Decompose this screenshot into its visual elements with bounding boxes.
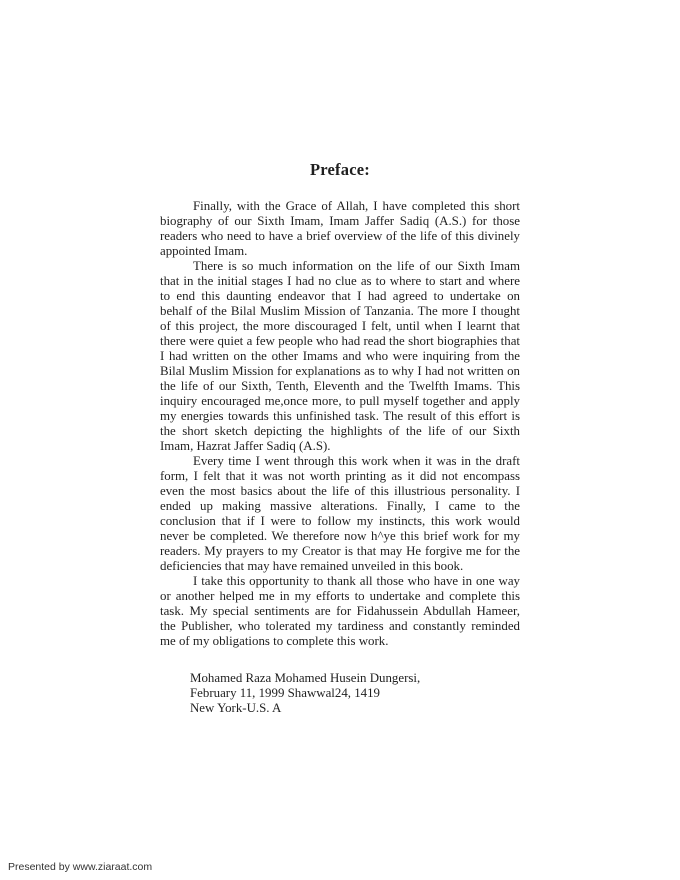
signature-line-author: Mohamed Raza Mohamed Husein Dungersi, [190, 671, 421, 685]
preface-paragraph: Finally, with the Grace of Allah, I have completed this short biography of our Sixth Imam, Imam Jaffer Sadiq (A.S.) for those readers who need to have a brief overview of the life of this divinely appointed Imam. [160, 199, 520, 258]
page-title: Preface: [310, 160, 370, 179]
preface-paragraph: I take this opportunity to thank all those who have in one way or another helped me in my efforts to undertake and complete this task. My special sentiments are for Fidahussein Abdullah Hameer, the Publisher, who tolerated my tardiness and constantly reminded me of my obligations to complete this work. [160, 574, 520, 648]
signature-line-date: February 11, 1999 Shawwal24, 1419 [190, 686, 380, 700]
preface-paragraph: There is so much information on the life of our Sixth Imam that in the initial stages I had no clue as to where to start and where to end this daunting endeavor that I had agreed to undertake on behalf of the Bilal Muslim Mission of Tanzania. The more I thought of this project, the more discouraged I felt, until when I learnt that there were quiet a few people who had read the short biographies that I had written on the other Imams and who were inquiring from the Bilal Muslim Mission for explanations as to why I had not written on the life of our Sixth, Tenth, Eleventh and the Twelfth Imams. This inquiry encouraged me,once more, to pull myself together and apply my energies towards this unfinished task. The result of this effort is the short sketch depicting the highlights of the life of our Sixth Imam, Hazrat Jaffer Sadiq (A.S). [160, 259, 520, 453]
preface-paragraph: Every time I went through this work when it was in the draft form, I felt that it was not worth printing as it did not encompass even the most basics about the life of this illustrious personality. I ended up making massive alterations. Finally, I came to the conclusion that if I were to follow my instincts, this work would never be completed. We therefore now h^ye this brief work for my readers. My prayers to my Creator is that may He forgive me for the deficiencies that may have remained unveiled in this book. [160, 454, 520, 573]
preface-body [160, 199, 520, 716]
signature-block [190, 671, 520, 716]
signature-line-location: New York-U.S. A [190, 701, 282, 715]
footer-credit: Presented by www.ziaraat.com [8, 861, 153, 873]
